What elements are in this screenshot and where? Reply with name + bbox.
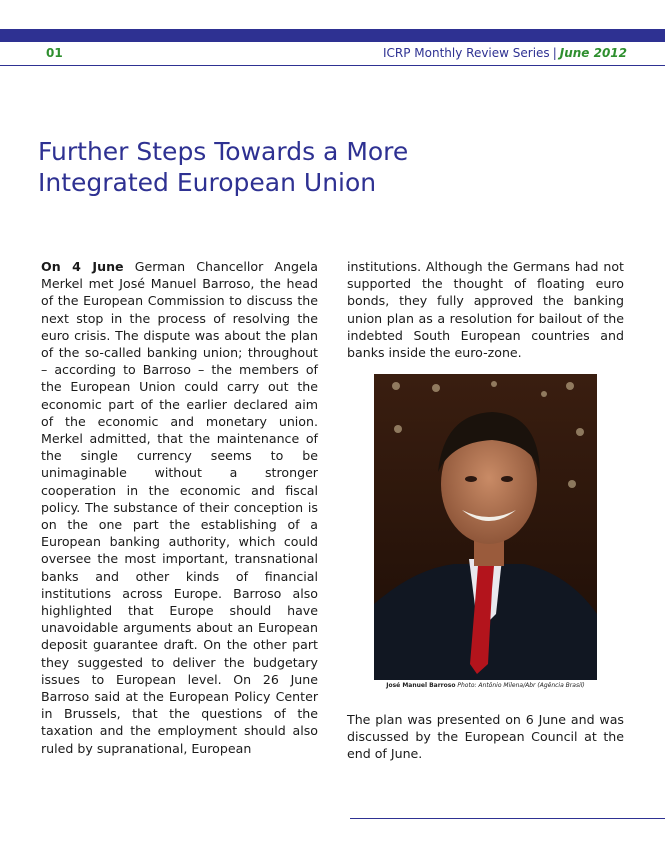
article-body-left: German Chancellor Angela Merkel met José Manuel Barroso, the head of the European Commission to discuss the next stop in the process of resolving the euro crisis. The dispute was about the plan of the so-called banking union; throughout – according to Barroso – the members of the European Union could carry out the economic part of the earlier declared aim of the economic and monetary union. Merkel admitted, that the maintenance of the single currency seems to be unimaginable without a stronger cooperation in the economic and fiscal policy. The substance of their conception is on the one part the establishing of a European banking authority, which could oversee the most important, transnational banks and other kinds of financial institutions across Europe. Barroso also highlighted that Europe should have unavoidable arguments about an European deposit guarantee draft. On the other part they suggested to deliver the budgetary issues to European level. On 26 June Barroso said at the European Policy Center in Brussels, that the questions of the taxation and the employment should also ruled by supranational, European <box>41 259 318 756</box>
header-divider <box>0 65 665 66</box>
issue-date: June 2012 <box>559 46 627 60</box>
article-lead: On 4 June <box>41 259 124 274</box>
article-column-left <box>41 258 318 757</box>
footer-divider <box>350 818 665 819</box>
caption-credit: Photo: Antônio Milena/Abr (Agência Brasil) <box>457 682 585 689</box>
series-name: ICRP Monthly Review Series <box>382 46 550 60</box>
page-number: 01 <box>46 46 63 60</box>
article-body-right-top: institutions. Although the Germans had not supported the thought of floating euro bonds, they fully approved the banking union plan as a resolution for bailout of the indebted South European countries and banks inside the euro-zone. <box>347 259 624 361</box>
article-body-right-bottom: The plan was presented on 6 June and was discussed by the European Council at the end of June. <box>347 712 624 762</box>
header-bar <box>0 29 665 42</box>
series-title <box>383 46 627 60</box>
photo-caption <box>374 682 597 690</box>
barroso-photo <box>374 374 597 680</box>
series-separator: | <box>552 46 557 60</box>
caption-name: José Manuel Barroso <box>386 682 456 689</box>
article-title: Further Steps Towards a More Integrated European Union <box>38 137 409 197</box>
